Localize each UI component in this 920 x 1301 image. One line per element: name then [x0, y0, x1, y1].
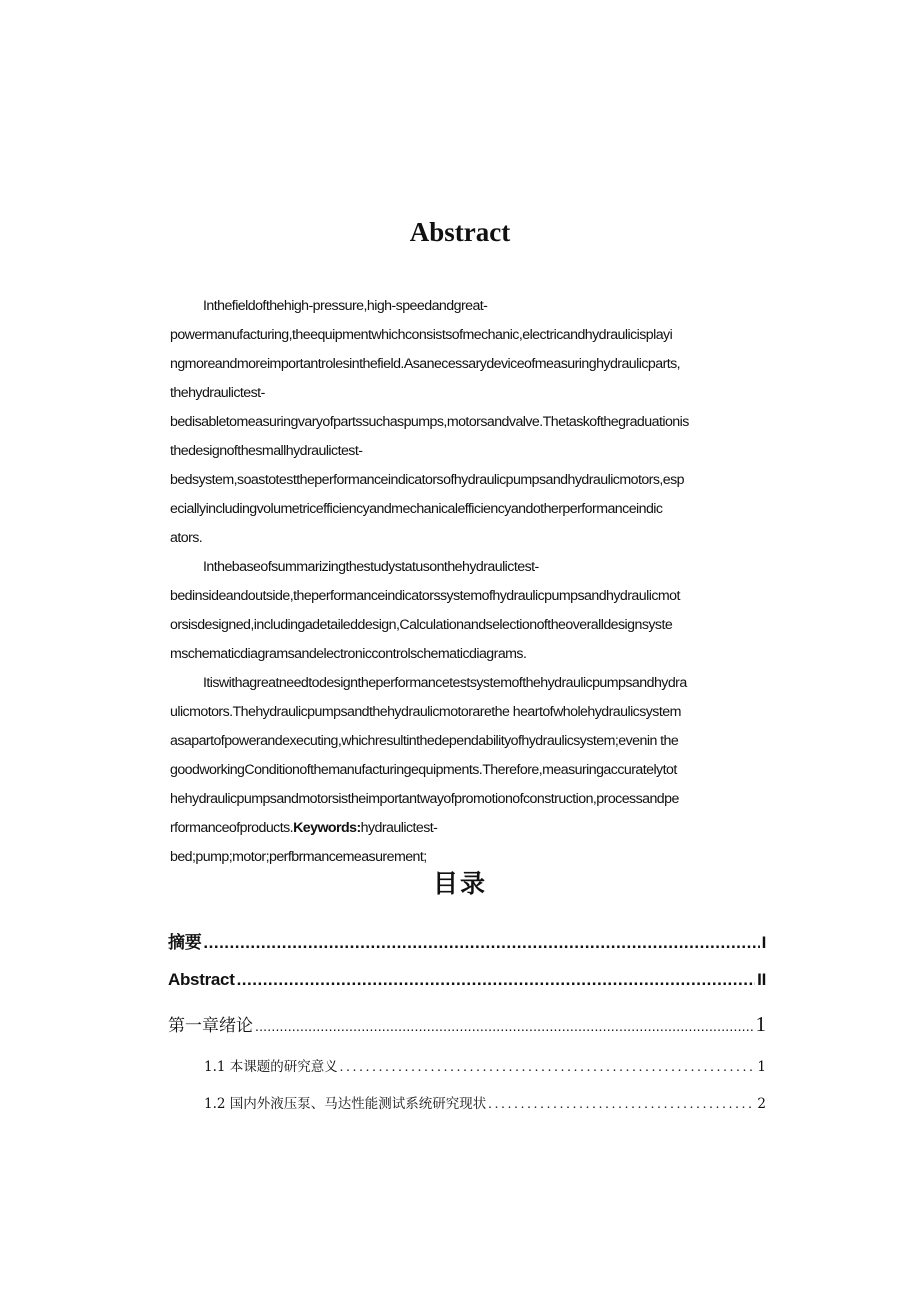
- abstract-line: thedesignofthesmallhydraulictest-: [170, 443, 363, 459]
- abstract-line: powermanufacturing,theequipmentwhichconsistsofmechanic,electricandhydraulicisplayi: [170, 327, 673, 343]
- abstract-line: asapartofpowerandexecuting,whichresultinthedependabilityofhydraulicsystem;evenin the: [170, 733, 679, 749]
- toc-entry-chapter-1[interactable]: [168, 1011, 766, 1037]
- abstract-line: ulicmotors.Thehydraulicpumpsandthehydraulicmotorarethe heartofwholehydraulicsystem: [170, 704, 681, 720]
- abstract-line: ators.: [170, 530, 203, 546]
- abstract-line: bedisabletomeasuringvaryofpartssuchaspumps,motorsandvalve.Thetaskofthegraduationis: [170, 414, 689, 430]
- toc-page-number: 2: [757, 1096, 766, 1112]
- abstract-line: goodworkingConditionofthemanufacturingequipments.Therefore,measuringaccuratelytot: [170, 762, 677, 778]
- keywords-text: hydraulictest-: [360, 820, 438, 836]
- toc-entry-label: Abstract: [168, 970, 235, 989]
- toc-entry-section-1-2[interactable]: [204, 1092, 766, 1113]
- abstract-line: orsisdesigned,includingadetaileddesign,Calculationandselectionoftheoveralldesignsyste: [170, 617, 673, 633]
- abstract-line: ngmoreandmoreimportantrolesinthefield.Asanecessarydeviceofmeasuringhydraulicparts,: [170, 356, 681, 372]
- toc-entry-zhaiyao[interactable]: [168, 928, 766, 953]
- abstract-line: Inthefieldofthehigh-pressure,high-speedandgreat-: [203, 298, 488, 314]
- toc-leader-dots: [488, 1097, 755, 1113]
- toc-page-number: II: [757, 970, 766, 989]
- abstract-line: Itiswithagreatneedtodesigntheperformancetestsystemofthehydraulicpumpsandhydra: [203, 675, 687, 691]
- toc-leader-dots: [237, 970, 756, 990]
- abstract-line: Inthebaseofsummarizingthestudystatusonthehydraulictest-: [203, 559, 539, 575]
- toc-leader-dots: [255, 1018, 754, 1034]
- keywords-text-continued: bed;pump;motor;perfbrmancemeasurement;: [170, 849, 427, 865]
- toc-page-number: I: [761, 933, 766, 952]
- toc-title: 目录: [432, 869, 487, 898]
- abstract-line: bedsystem,soastotesttheperformanceindicatorsofhydraulicpumpsandhydraulicmotors,esp: [170, 472, 685, 488]
- toc-entry-abstract[interactable]: [168, 970, 766, 990]
- keywords-label: Keywords:: [293, 820, 361, 836]
- toc-entry-label: 1.2 国内外液压泵、马达性能测试系统研究现状: [204, 1096, 487, 1112]
- abstract-line: bedinsideandoutside,theperformanceindicatorssystemofhydraulicpumpsandhydraulicmot: [170, 588, 680, 604]
- toc-leader-dots: [203, 933, 759, 953]
- toc-entry-label: 摘要: [168, 933, 202, 952]
- toc-leader-dots: [340, 1060, 756, 1076]
- abstract-line: mschematicdiagramsandelectroniccontrolschematicdiagrams.: [170, 646, 527, 662]
- abstract-title: Abstract: [409, 217, 511, 247]
- toc-entry-section-1-1[interactable]: [204, 1055, 766, 1076]
- toc-page-number: 1: [755, 1012, 766, 1036]
- toc-entry-label: 第一章绪论: [168, 1016, 253, 1036]
- abstract-line: thehydraulictest-: [170, 385, 265, 401]
- abstract-line-end: rformanceofproducts.: [170, 820, 294, 836]
- abstract-line-with-keywords: [170, 814, 775, 843]
- abstract-body: [170, 292, 775, 872]
- toc-page-number: 1: [757, 1059, 766, 1075]
- abstract-line: hehydraulicpumpsandmotorsistheimportantwayofpromotionofconstruction,processandpe: [170, 791, 679, 807]
- abstract-line: eciallyincludingvolumetricefficiencyandmechanicalefficiencyandotherperformanceindic: [170, 501, 663, 517]
- toc-entry-label: 1.1 本课题的研究意义: [204, 1059, 338, 1075]
